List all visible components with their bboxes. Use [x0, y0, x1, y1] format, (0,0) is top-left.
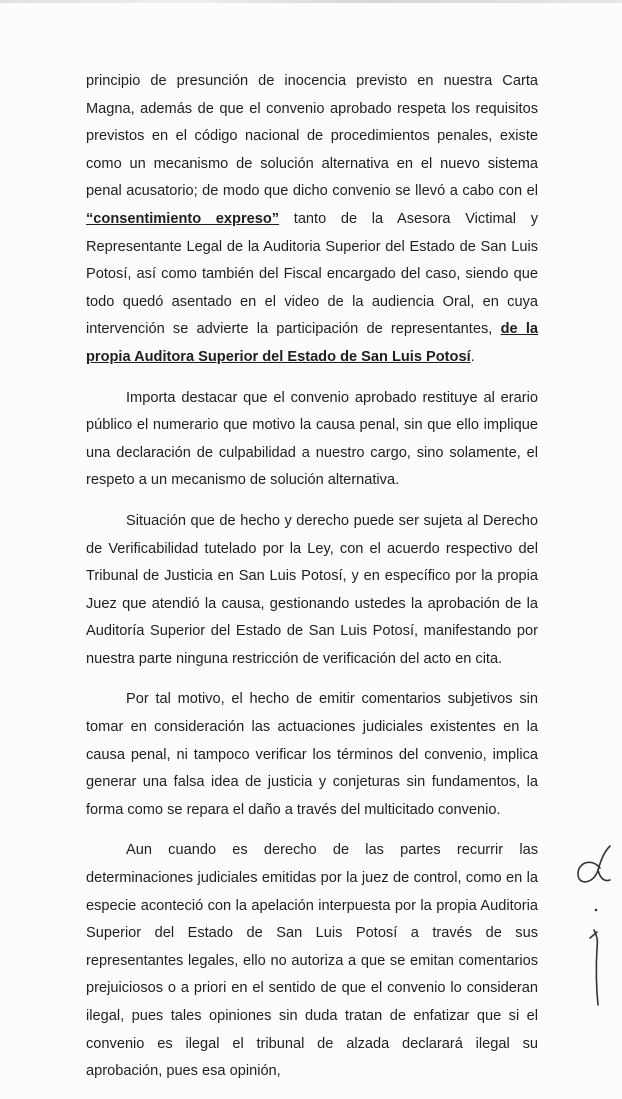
handwritten-curl-stroke — [578, 846, 610, 882]
paragraph-4: Por tal motivo, el hecho de emitir comentarios subjetivos sin tomar en consideración las actuaciones judiciales existentes en la causa penal, ni tampoco verificar los términos del convenio, implica generar una falsa idea de justicia y conjeturas sin fundamentos, la forma como se repara el daño a través del multicitado convenio. — [86, 691, 538, 818]
handwritten-margin-mark — [570, 840, 615, 1010]
paragraph-1-text-end: . — [470, 348, 475, 365]
scan-top-edge — [0, 0, 622, 3]
paragraph-5: Aun cuando es derecho de las partes recurrir las determinaciones judiciales emitidas por la juez de control, como en la especie aconteció con la apelación interpuesta por la propia Auditoria Superior del Estado de San Luis Potosí a través de sus representantes legales, ello no autoriza a que se emitan comentarios prejuiciosos o a priori en el sentido de que el convenio lo consideran ilegal, pues tales opiniones sin duda tratan de enfatizar que si el convenio es ilegal el tribunal de alzada declarará ilegal su aprobación, pues esa opinión, — [86, 842, 538, 1080]
auditora-superior-emphasis: de la propia Auditora Superior del Estado de San Luis Potosí — [86, 321, 538, 365]
consentimiento-expreso-emphasis: “consentimiento expreso” — [86, 210, 280, 227]
paragraph-3: Situación que de hecho y derecho puede ser sujeta al Derecho de Verificabilidad tutelado por la Ley, con el acuerdo respectivo del Tribunal de Justicia en San Luis Potosí, y en específico por la propia Juez que atendió la causa, gestionando ustedes la aprobación de la Auditoría Superior del Estado de San Luis Potosí, manifestando por nuestra parte ninguna restricción de verificación del acto en cita. — [86, 512, 538, 667]
paragraph-1 — [86, 68, 538, 372]
document-page — [86, 68, 538, 1099]
paragraph-1-text-start: principio de presunción de inocencia previsto en nuestra Carta Magna, además de que el convenio aprobado respeta los requisitos previstos en el código nacional de procedimientos penales, existe como un mecanismo de solución alternativa en el nuevo sistema penal acusatorio; de modo que dicho convenio se llevó a cabo con el — [86, 73, 538, 200]
paragraph-2: Importa destacar que el convenio aprobado restituye al erario público el numerario que motivo la causa penal, sin que ello implique una declaración de culpabilidad a nuestro cargo, sino solamente, el respeto a un mecanismo de solución alternativa. — [86, 389, 538, 489]
handwritten-vertical-stroke — [590, 930, 598, 1005]
paragraph-1-text-middle: tanto de la Asesora Victimal y Representante Legal de la Auditoria Superior del Estado de San Luis Potosí, así como también del Fiscal encargado del caso, siendo que todo quedó asentado en el video de la audiencia Oral, en cuya intervención se advierte la participación de representantes, — [86, 210, 539, 338]
handwritten-dot — [595, 909, 598, 912]
